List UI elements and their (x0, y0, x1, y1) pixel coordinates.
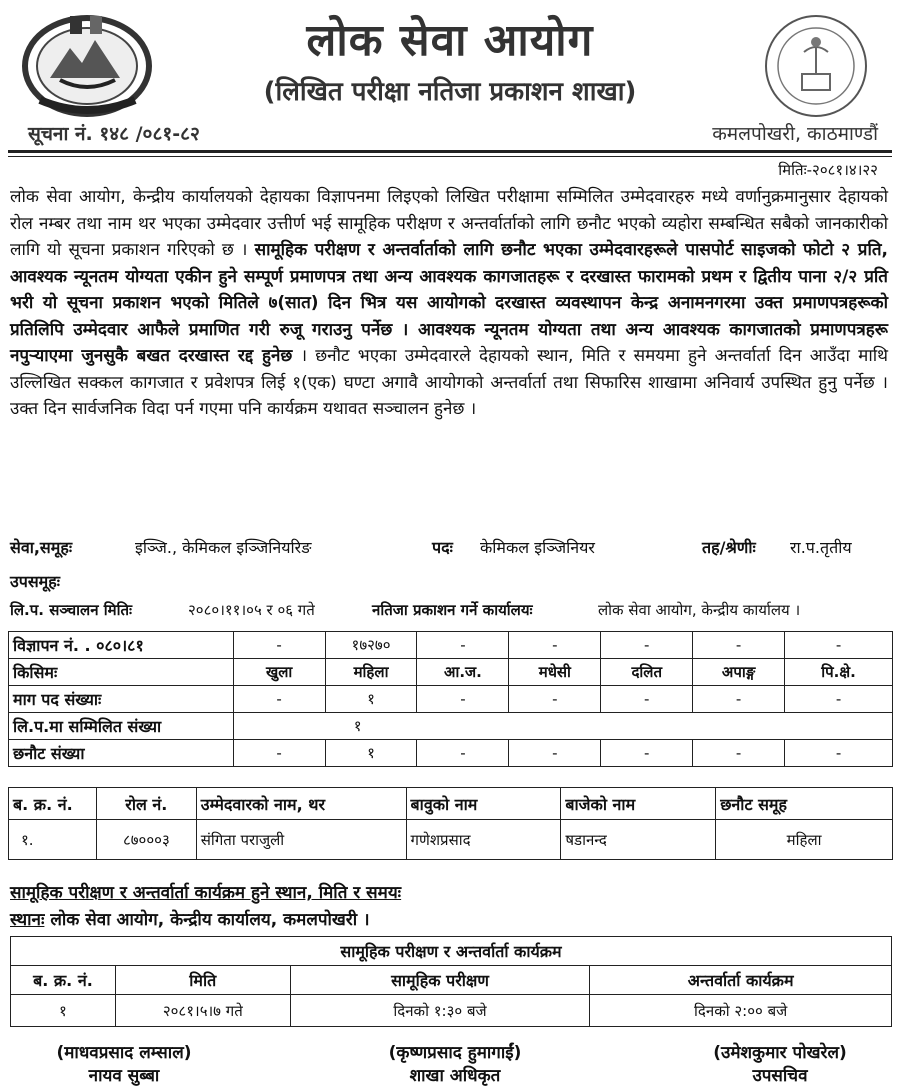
table-header-cell: अपाङ्ग (693, 659, 785, 686)
candidate-name-cell: संगिता पराजुली (196, 820, 406, 860)
selection-group-cell: महिला (716, 820, 893, 860)
signatory-title: नायव सुब्बा (88, 1066, 160, 1086)
table-cell: - (601, 632, 693, 659)
table-header-cell: महिला (325, 659, 417, 686)
table-header-cell: ब. क्र. नं. (9, 788, 97, 820)
signatory-name: (माधवप्रसाद लम्साल) (56, 1043, 192, 1063)
table-cell: १७२७० (325, 632, 417, 659)
table-header-cell: मिति (115, 966, 290, 995)
table-header-cell: आ.ज. (417, 659, 509, 686)
venue-row (10, 907, 370, 930)
vacancy-table (8, 631, 893, 767)
table-header-cell: छनौट समूह (716, 788, 893, 820)
table-cell: - (417, 740, 509, 767)
post-label: पदः (432, 538, 453, 557)
signatory-title: शाखा अधिकृत (409, 1066, 501, 1086)
level-value: रा.प.तृतीय (790, 538, 852, 557)
table-row (11, 937, 892, 966)
office-label: नतिजा प्रकाशन गर्ने कार्यालयः (372, 601, 533, 619)
advertisement-label: विज्ञापन नं. . ०८०।८१ (9, 632, 234, 659)
table-cell: - (693, 686, 785, 713)
table-cell: - (233, 740, 325, 767)
header-divider-thin (8, 156, 892, 157)
table-header-cell: बावुको नाम (406, 788, 561, 820)
service-value: इञ्जि., केमिकल इञ्जिनियरिङ (135, 538, 312, 557)
table-cell: - (417, 632, 509, 659)
body-paragraph-intro: लोक सेवा आयोग, केन्द्रीय कार्यालयको देहायका विज्ञापनमा लिइएको लिखित परीक्षामा सम्मिलित उम्मेदवारहरु मध्ये वर्णानुक्रमानुसार देहायको रोल नम्बर तथा नाम थर भएका उम्मेदवार उत्तीर्ण भई सामूहिक परीक्षण र अन्तर्वार्ताको लागि छनौट भएको व्यहोरा सम्बन्धित सबैको जानकारीको लागि यो सूचना प्रकाशन गरिएको छ । (10, 187, 888, 260)
table-header-row (11, 966, 892, 995)
table-header-cell: उम्मेदवारको नाम, थर (196, 788, 406, 820)
table-header-cell: मधेसी (509, 659, 601, 686)
table-header-cell: बाजेको नाम (561, 788, 716, 820)
table-cell: - (601, 686, 693, 713)
notice-number: सूचना नं. १४८ /०८१-८२ (28, 123, 200, 145)
schedule-heading: सामूहिक परीक्षण र अन्तर्वार्ता कार्यक्रम हुने स्थान, मिति र समयः (10, 883, 402, 903)
roll-number-cell: ८७०००३ (96, 820, 196, 860)
schedule-serial-cell: १ (11, 995, 116, 1027)
table-cell: - (509, 632, 601, 659)
father-name-cell: गणेशप्रसाद (406, 820, 561, 860)
table-header-cell: सामूहिक परीक्षण (290, 966, 590, 995)
exam-date-label: लि.प. सञ्चालन मितिः (10, 601, 133, 619)
table-cell: - (693, 740, 785, 767)
table-cell: - (693, 632, 785, 659)
table-cell: - (785, 686, 893, 713)
table-header-cell: रोल नं. (96, 788, 196, 820)
service-label: सेवा,समूहः (10, 538, 73, 557)
interview-time-cell: दिनको २:०० बजे (590, 995, 892, 1027)
results-table (8, 787, 893, 860)
grandfather-name-cell: षडानन्द (561, 820, 716, 860)
body-paragraph-interview: । छनौट भएका उम्मेदवारले देहायको स्थान, मिति र समयमा हुने अन्तर्वार्ता दिन आउँदा माथि उल्लिखित सक्कल कागजात र प्रवेशपत्र लिई १(एक) घण्टा अगावै आयोगको अन्तर्वार्ता तथा सिफारिस शाखामा अनिवार्य उपस्थित हुनु पर्नेछ । उक्त दिन सार्वजनिक विदा पर्न गएमा पनि कार्यक्रम यथावत सञ्चालन हुनेछ । (10, 346, 888, 419)
page-title: लोक सेवा आयोग (306, 15, 594, 66)
table-header-cell: पि.क्षे. (785, 659, 893, 686)
body-paragraph-instructions: सामूहिक परीक्षण र अन्तर्वार्ताको लागि छनौट भएका उम्मेदवारहरूले पासपोर्ट साइजको फोटो २ प्रति, आवश्यक न्यूनतम योग्यता एकीन हुने सम्पूर्ण प्रमाणपत्र तथा अन्य आवश्यक कागजातहरू र दरखास्त फारामको प्रथम र द्वितीय पाना २/२ प्रति भरी यो सूचना प्रकाशन भएको मितिले ७(सात) दिन भित्र यस आयोगको दरखास्त व्यवस्थापन केन्द्र अनामनगरमा उक्त प्रमाणपत्रहरूको प्रतिलिपि उम्मेदवार आफैले प्रमाणित गरी रुजू गराउनु पर्नेछ । आवश्यक न्यूनतम योग्यता तथा अन्य आवश्यक कागजातको प्रमाणपत्रहरू नपुऱ्याएमा जुनसुकै बखत दरखास्त रद्द हुनेछ (10, 240, 889, 366)
table-header-cell: दलित (601, 659, 693, 686)
signature-block (335, 1040, 575, 1086)
level-label: तह/श्रेणीः (702, 538, 756, 557)
table-header-row (9, 788, 893, 820)
schedule-table (10, 936, 892, 1027)
table-cell: - (785, 632, 893, 659)
appeared-value: १ (233, 713, 892, 740)
schedule-table-title: सामूहिक परीक्षण र अन्तर्वार्ता कार्यक्रम (11, 937, 892, 966)
table-row (9, 632, 893, 659)
table-cell: १ (325, 686, 417, 713)
table-cell: - (601, 740, 693, 767)
header-divider (8, 150, 892, 153)
appeared-label: लि.प.मा सम्मिलित संख्या (9, 713, 234, 740)
notice-date: मितिः-२०८१।४।२२ (778, 161, 878, 179)
signatory-title: उपसचिव (752, 1066, 808, 1086)
table-header-cell: खुला (233, 659, 325, 686)
serial-cell: १. (9, 820, 97, 860)
signatory-name: (कृष्णप्रसाद हुमागाईं) (388, 1043, 522, 1063)
table-cell: - (233, 632, 325, 659)
table-cell: १ (325, 740, 417, 767)
table-cell: - (233, 686, 325, 713)
table-cell: - (509, 740, 601, 767)
notice-body (10, 184, 888, 423)
table-row (9, 659, 893, 686)
signatory-name: (उमेशकुमार पोखरेल) (713, 1043, 847, 1063)
table-header-cell: ब. क्र. नं. (11, 966, 116, 995)
table-header-cell: अन्तर्वार्ता कार्यक्रम (590, 966, 892, 995)
table-row (9, 740, 893, 767)
schedule-date-cell: २०८१।५।७ गते (115, 995, 290, 1027)
commission-seal-icon (762, 12, 870, 120)
table-row (9, 686, 893, 713)
table-cell: - (785, 740, 893, 767)
venue-label: स्थानः (10, 910, 45, 930)
office-location: कमलपोखरी, काठमाण्डौं (712, 123, 878, 145)
table-row (9, 713, 893, 740)
subgroup-label: उपसमूहः (10, 572, 60, 591)
service-group-row (10, 536, 72, 558)
demand-label: माग पद संख्याः (9, 686, 234, 713)
page-subtitle: (लिखित परीक्षा नतिजा प्रकाशन शाखा) (263, 77, 637, 107)
venue-value: लोक सेवा आयोग, केन्द्रीय कार्यालय, कमलपोखरी । (44, 910, 370, 930)
office-value: लोक सेवा आयोग, केन्द्रीय कार्यालय । (598, 601, 801, 619)
type-label: किसिमः (9, 659, 234, 686)
table-cell: - (509, 686, 601, 713)
signature-block (4, 1040, 244, 1086)
group-test-time-cell: दिनको १:३० बजे (290, 995, 590, 1027)
table-row (9, 820, 893, 860)
selected-label: छनौट संख्या (9, 740, 234, 767)
table-cell: - (417, 686, 509, 713)
signature-block (660, 1040, 900, 1086)
post-value: केमिकल इञ्जिनियर (480, 538, 595, 557)
table-row (11, 995, 892, 1027)
exam-date-value: २०८०।११।०५ र ०६ गते (188, 601, 315, 619)
